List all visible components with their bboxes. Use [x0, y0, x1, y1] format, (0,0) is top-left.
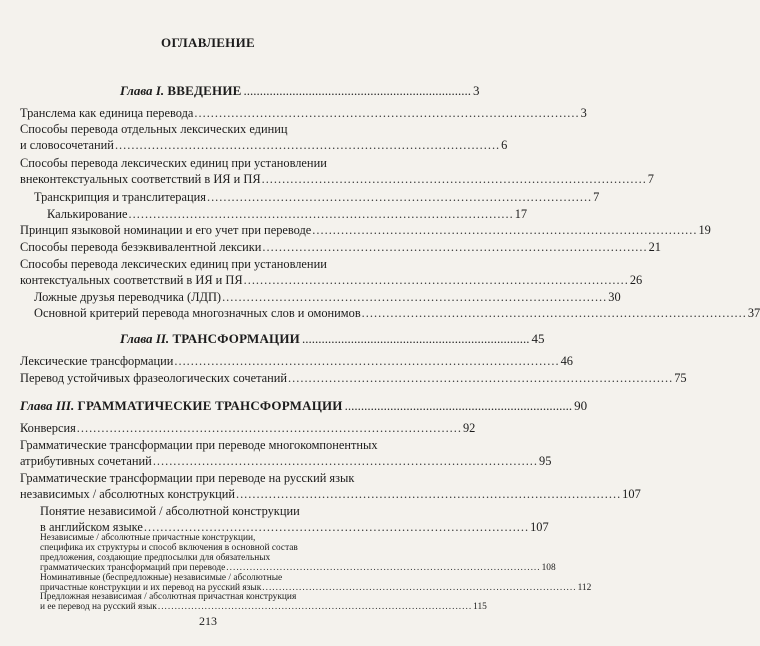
toc-entry-line: Предложная независимая / абсолютная причастная конструкция — [40, 592, 297, 603]
toc-entry: Транскрипция и транслитерация .............................................................................................. 7 — [34, 190, 600, 204]
toc-entry-line: Грамматические трансформации при переводе многокомпонентных — [20, 438, 378, 452]
toc-entry: независимых / абсолютных конструкций .............................................................................................. 107 — [20, 487, 641, 501]
chapter-1-heading — [120, 83, 480, 99]
toc-entry: Конверсия .............................................................................................. 92 — [20, 421, 476, 435]
chapter-label: Глава — [20, 398, 53, 413]
leader-dots: ...................................................................... — [243, 83, 471, 98]
toc-entry: в английском языке .............................................................................................. 107 — [40, 520, 549, 534]
chapter-page: 90 — [574, 398, 588, 413]
chapter-title: ГРАММАТИЧЕСКИЕ ТРАНСФОРМАЦИИ — [77, 398, 343, 413]
chapter-number: II. — [155, 331, 170, 346]
toc-entry-line: Способы перевода лексических единиц при установлении — [20, 156, 327, 170]
leader-dots: .............................................................................................. — [157, 602, 473, 613]
chapter-label: Глава — [120, 331, 153, 346]
toc-entry: Принцип языковой номинации и его учет при переводе .............................................................................................. 19 — [20, 223, 711, 237]
toc-entry: Калькирование .............................................................................................. 17 — [47, 207, 528, 221]
chapter-title: ВВЕДЕНИЕ — [167, 83, 242, 98]
leader-dots: ...................................................................... — [344, 398, 573, 413]
toc-entry: Основной критерий перевода многозначных слов и омонимов .............................................................................................. 37 — [34, 306, 760, 320]
toc-entry: грамматических трансформаций при переводе .............................................................................................. 108 — [40, 562, 556, 573]
leader-dots: .............................................................................................. — [226, 562, 541, 573]
toc-entry-line: Номинативные (беспредложные) независимые / абсолютные — [40, 572, 283, 583]
toc-entry-line: Способы перевода отдельных лексических единиц — [20, 122, 288, 136]
toc-entry-line: Способы перевода лексических единиц при установлении — [20, 257, 327, 271]
toc-entry: Ложные друзья переводчика (ЛДП) .............................................................................................. 30 — [34, 290, 621, 304]
chapter-3-heading — [20, 398, 588, 414]
chapter-page: 45 — [531, 331, 545, 346]
toc-entry-line: Понятие независимой / абсолютной конструкции — [40, 504, 300, 518]
page-title: ОГЛАВЛЕНИЕ — [161, 35, 255, 50]
chapter-label: Глава — [120, 83, 153, 98]
toc-entry: Лексические трансформации .............................................................................................. 46 — [20, 354, 573, 368]
toc-entry: Способы перевода безэквивалентной лексики .............................................................................................. 21 — [20, 240, 661, 254]
toc-entry: внеконтекстуальных соответствий в ИЯ и ПЯ .............................................................................................. 7 — [20, 172, 654, 186]
toc-entry-line: специфика их структуры и способ включения в основной состав — [40, 542, 298, 553]
toc-entry: контекстуальных соответствий в ИЯ и ПЯ .............................................................................................. 26 — [20, 273, 643, 287]
chapter-title: ТРАНСФОРМАЦИИ — [172, 331, 300, 346]
toc-entry: Транслема как единица перевода .............................................................................................. 3 — [20, 106, 587, 120]
toc-entry-line: предложения, создающие предпосылки для обязательных — [40, 552, 271, 563]
toc-entry-line: Грамматические трансформации при переводе на русский язык — [20, 471, 355, 485]
leader-dots: ...................................................................... — [302, 331, 530, 346]
chapter-number: I. — [155, 83, 165, 98]
chapter-number: III. — [55, 398, 75, 413]
toc-entry: атрибутивных сочетаний .............................................................................................. 95 — [20, 454, 552, 468]
chapter-page: 3 — [473, 83, 480, 98]
toc-entry: и словосочетаний .............................................................................................. 6 — [20, 138, 508, 152]
toc-entry: причастные конструкции и их перевод на русский язык .............................................................................................. 112 — [40, 582, 592, 593]
leader-dots: .............................................................................................. — [262, 582, 577, 593]
toc-entry-line: Независимые / абсолютные причастные конструкции, — [40, 533, 256, 543]
chapter-2-heading — [120, 331, 545, 347]
toc-entry: Перевод устойчивых фразеологических сочетаний .............................................................................................. 75 — [20, 371, 687, 385]
page-number: 213 — [199, 614, 217, 628]
toc-entry: и ее перевод на русский язык .............................................................................................. 115 — [40, 602, 487, 613]
